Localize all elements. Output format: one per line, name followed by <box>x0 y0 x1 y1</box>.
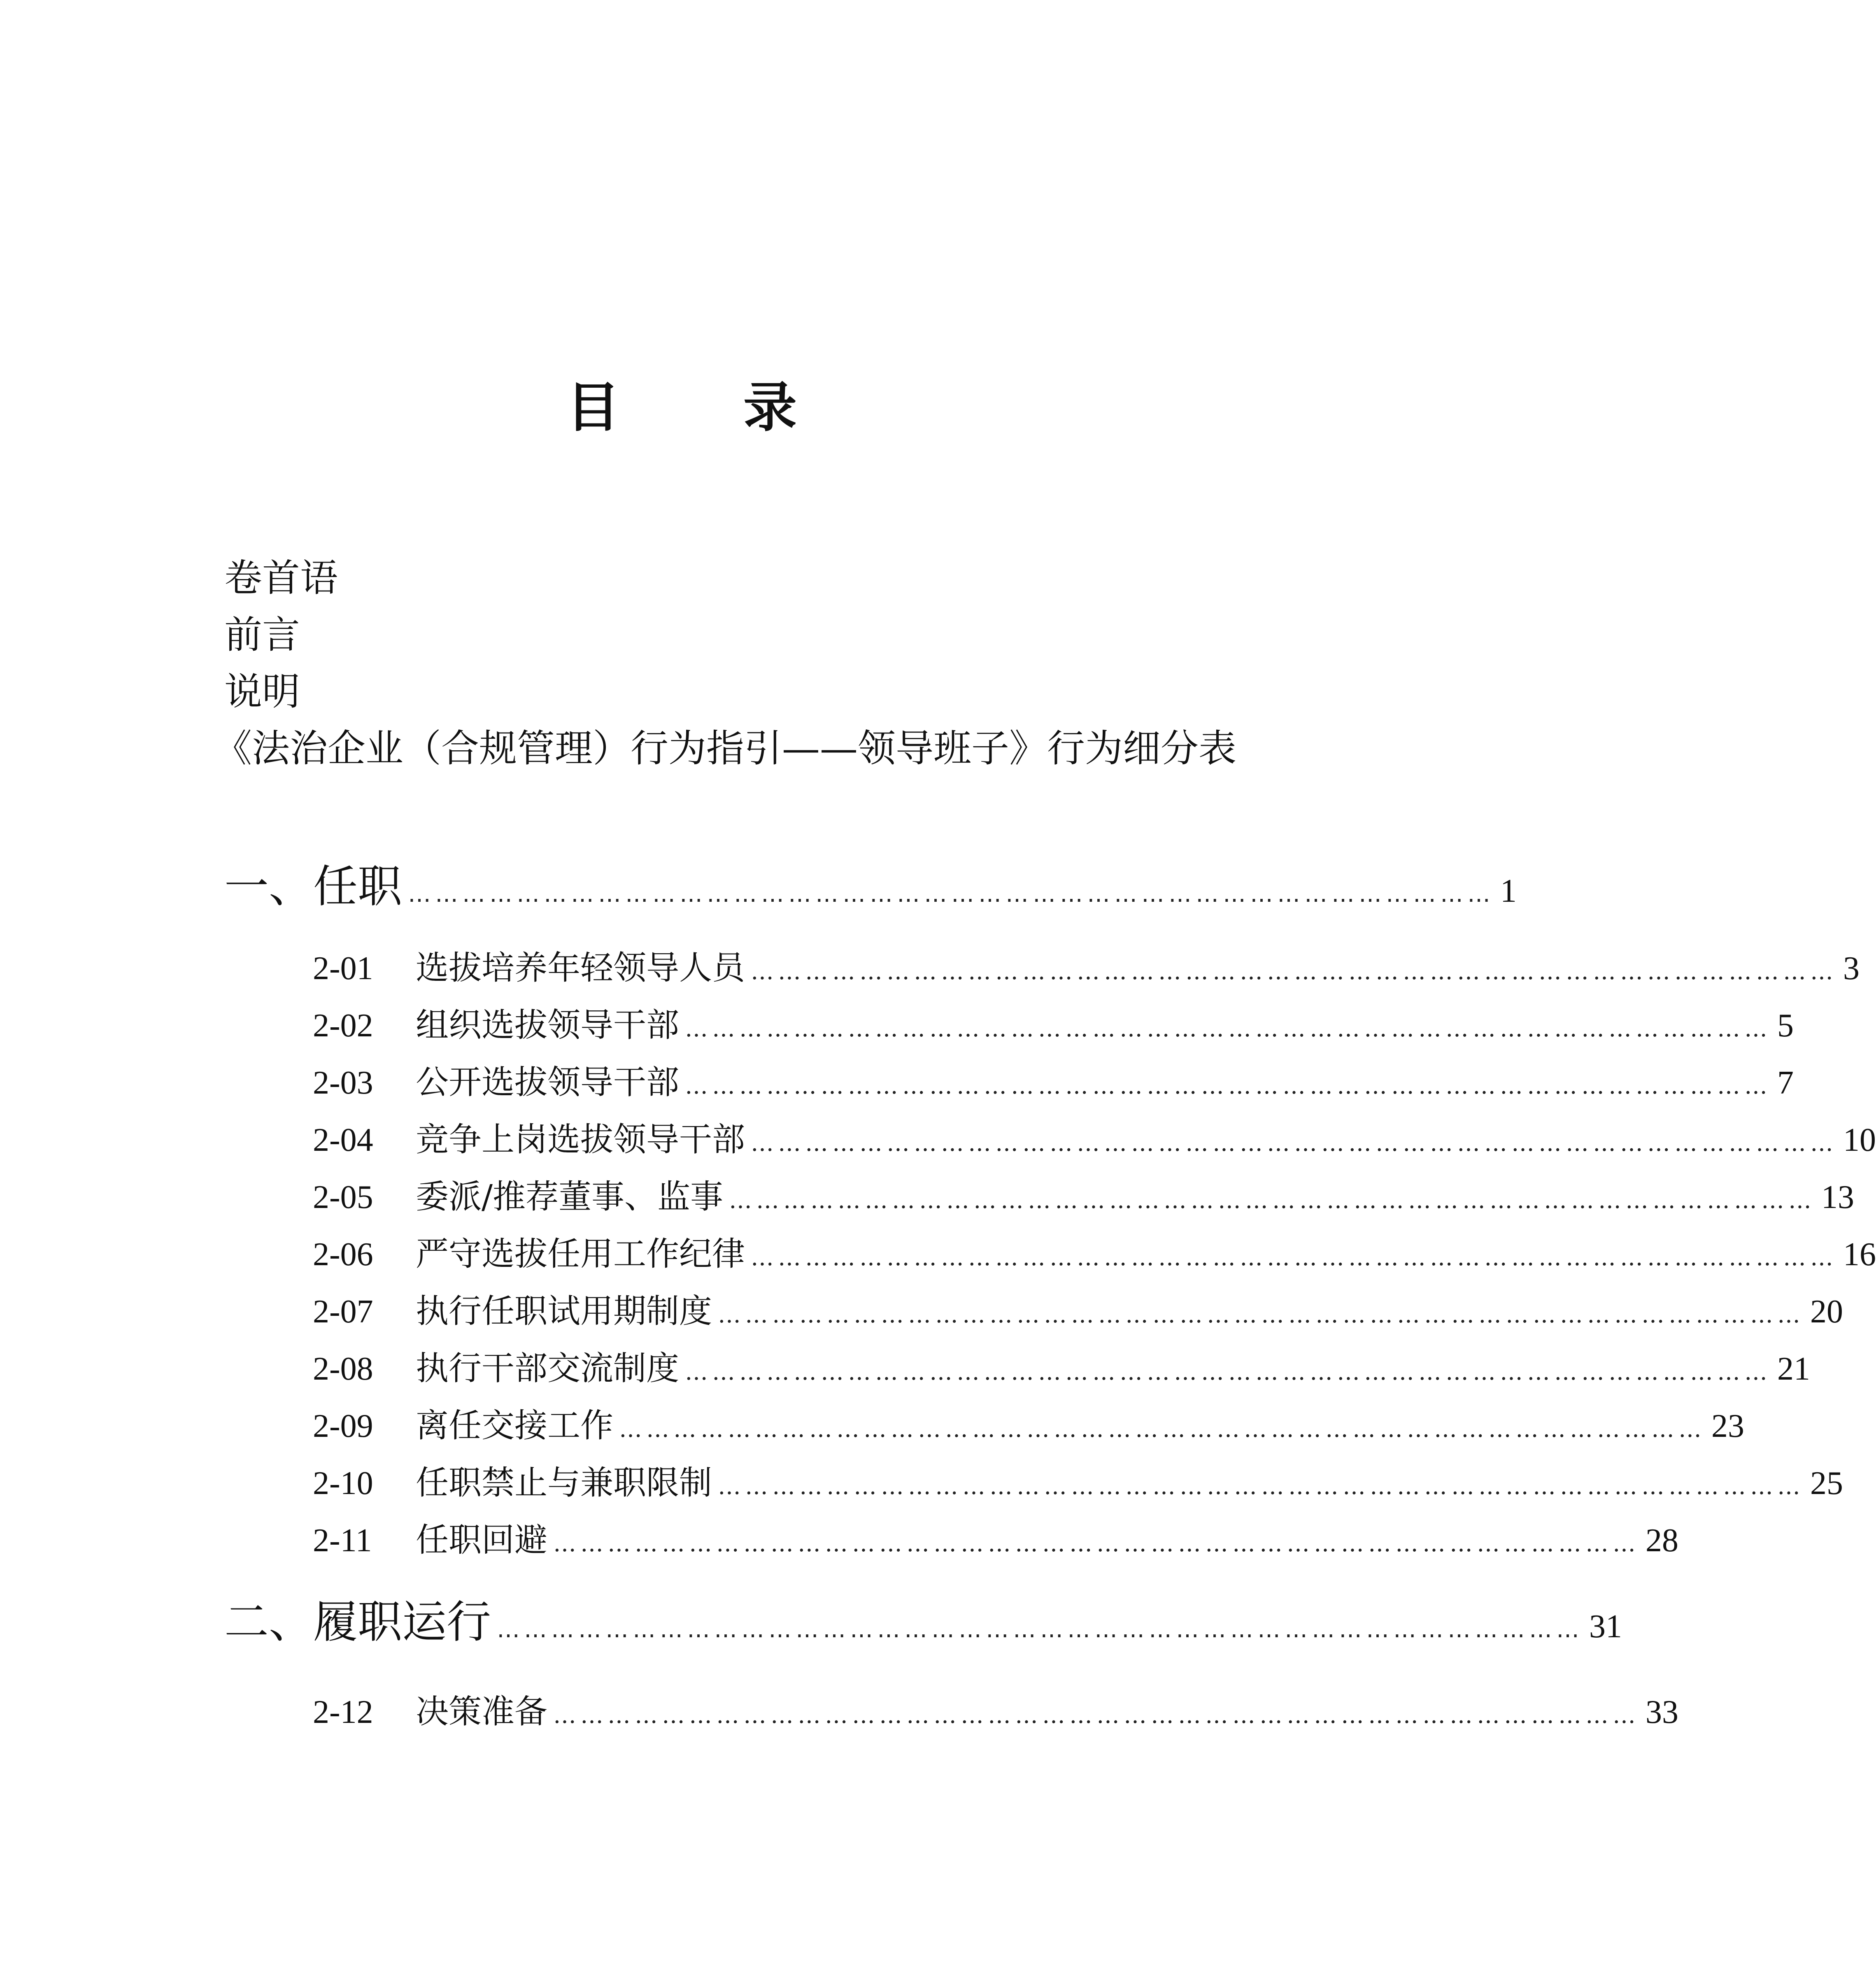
toc-entry[interactable] <box>313 1517 1678 1566</box>
entry-code: 2-06 <box>313 1236 373 1273</box>
page-number: 20 <box>1810 1294 1843 1330</box>
dot-leader: ………………………………………………………………………………………………………… <box>718 1301 1804 1328</box>
toc-entry[interactable] <box>313 1060 1794 1109</box>
entry-title: 公开选拔领导干部 <box>416 1063 679 1101</box>
page-number: 3 <box>1843 950 1860 987</box>
prelim-item-notes: 说明 <box>224 670 300 714</box>
entry-code: 2-09 <box>313 1408 373 1444</box>
toc-entry[interactable] <box>313 1346 1810 1395</box>
chapter-title: 一、任职 <box>224 861 403 912</box>
title-char-1: 目 <box>566 376 620 439</box>
dot-leader: ………………………………………………………………………………………………………… <box>751 1130 1837 1157</box>
dot-leader: ………………………………………………………………………………………………………… <box>497 1616 1584 1643</box>
entry-title: 执行干部交流制度 <box>416 1349 679 1387</box>
entry-code: 2-08 <box>313 1351 373 1387</box>
entry-code: 2-04 <box>313 1122 373 1158</box>
entry-title: 选拔培养年轻领导人员 <box>416 949 745 987</box>
entry-code: 2-11 <box>313 1522 372 1559</box>
entry-code: 2-03 <box>313 1065 373 1101</box>
entry-code: 2-10 <box>313 1465 373 1501</box>
toc-entry[interactable] <box>313 1003 1794 1052</box>
prelim-item-foreword: 卷首语 <box>224 556 338 600</box>
entry-title: 严守选拔任用工作纪律 <box>416 1235 745 1273</box>
entry-title: 委派/推荐董事、监事 <box>416 1178 723 1216</box>
page-number: 1 <box>1500 873 1517 909</box>
toc-entry[interactable] <box>313 1289 1843 1338</box>
toc-chapter-2[interactable] <box>224 1594 1622 1659</box>
page-number: 7 <box>1777 1065 1794 1101</box>
entry-code: 2-07 <box>313 1294 373 1330</box>
entry-code: 2-12 <box>313 1694 373 1730</box>
toc-entry[interactable] <box>313 1689 1678 1738</box>
entry-title: 组织选拔领导干部 <box>416 1006 679 1044</box>
dot-leader: ………………………………………………………………………………………………………… <box>751 1244 1837 1271</box>
toc-entry[interactable] <box>313 1403 1744 1452</box>
page-title <box>0 370 1363 445</box>
entry-code: 2-05 <box>313 1179 373 1215</box>
dot-leader: ………………………………………………………………………………………………………… <box>619 1416 1706 1443</box>
toc-entry[interactable] <box>313 1460 1843 1509</box>
dot-leader: ………………………………………………………………………………………………………… <box>718 1473 1804 1500</box>
entry-code: 2-02 <box>313 1008 373 1044</box>
entry-title: 离任交接工作 <box>416 1406 613 1445</box>
dot-leader: ………………………………………………………………………………………………………… <box>751 958 1837 985</box>
entry-code: 2-01 <box>313 950 373 987</box>
prelim-item-preface: 前言 <box>224 613 300 657</box>
toc-entry[interactable] <box>313 945 1860 994</box>
page-number: 23 <box>1711 1408 1744 1444</box>
page-number: 5 <box>1777 1008 1794 1044</box>
page-number: 33 <box>1646 1694 1678 1730</box>
page-number: 25 <box>1810 1465 1843 1501</box>
prelim-item-table: 《法治企业（合规管理）行为指引——领导班子》行为细分表 <box>214 726 1237 770</box>
page-number: 31 <box>1589 1608 1622 1645</box>
entry-title: 竞争上岗选拔领导干部 <box>416 1120 745 1159</box>
page-number: 10 <box>1843 1122 1876 1158</box>
dot-leader: ………………………………………………………………………………………………………… <box>685 1073 1771 1099</box>
entry-title: 决策准备 <box>416 1692 547 1731</box>
entry-title: 执行任职试用期制度 <box>416 1292 712 1330</box>
dot-leader: ………………………………………………………………………………………………………… <box>408 881 1495 908</box>
toc-entry[interactable] <box>313 1231 1876 1280</box>
dot-leader: ………………………………………………………………………………………………………… <box>729 1187 1815 1214</box>
title-char-2: 录 <box>743 376 797 439</box>
page-number: 16 <box>1843 1236 1876 1273</box>
entry-title: 任职禁止与兼职限制 <box>416 1464 712 1502</box>
dot-leader: ………………………………………………………………………………………………………… <box>685 1015 1771 1042</box>
dot-leader: ………………………………………………………………………………………………………… <box>553 1702 1640 1729</box>
toc-chapter-1[interactable] <box>224 858 1517 923</box>
dot-leader: ………………………………………………………………………………………………………… <box>685 1359 1771 1385</box>
toc-entry[interactable] <box>313 1117 1876 1166</box>
entry-title: 任职回避 <box>416 1521 547 1559</box>
page-number: 13 <box>1821 1179 1854 1215</box>
toc-entry[interactable] <box>313 1174 1854 1223</box>
chapter-title: 二、履职运行 <box>224 1597 491 1648</box>
page-number: 21 <box>1777 1351 1810 1387</box>
page-number: 28 <box>1646 1522 1678 1559</box>
dot-leader: ………………………………………………………………………………………………………… <box>553 1530 1640 1557</box>
